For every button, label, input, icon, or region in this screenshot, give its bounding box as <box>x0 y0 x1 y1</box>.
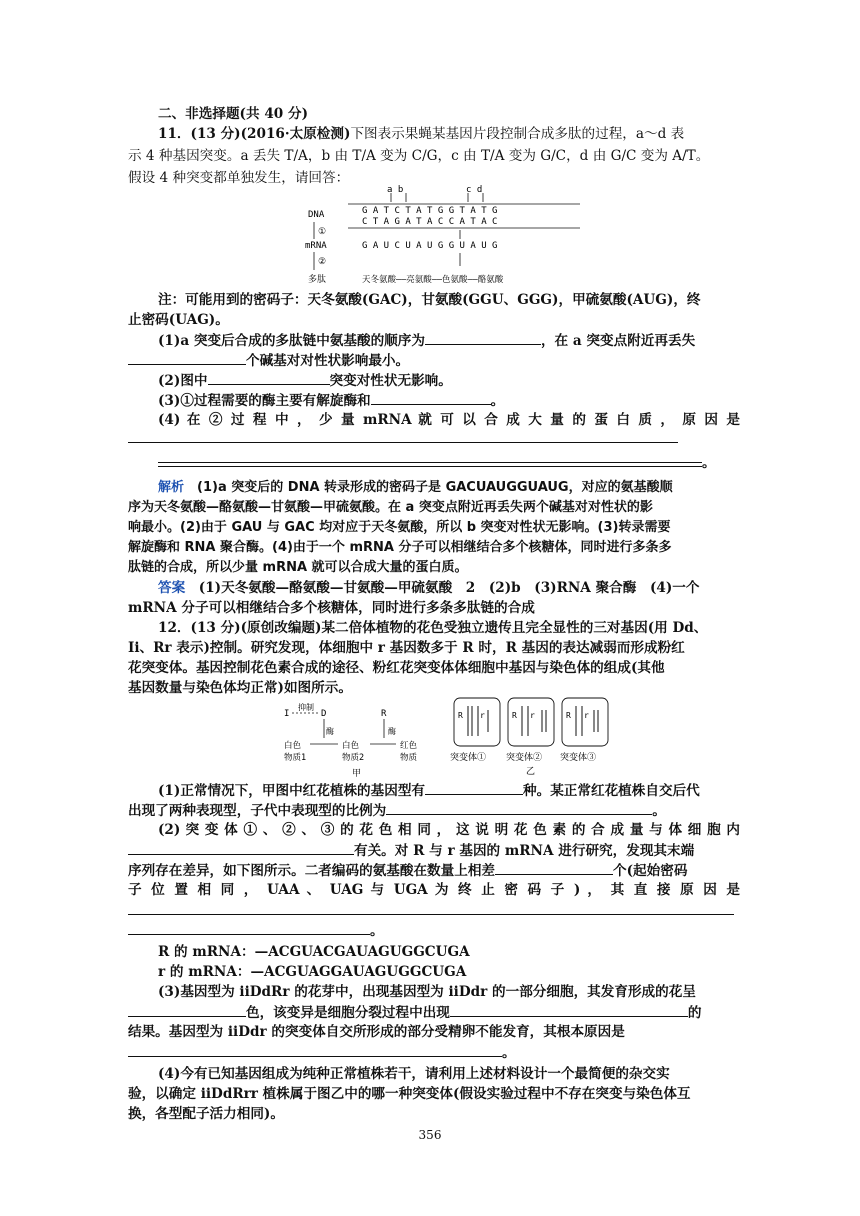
mutant-1-label: 突变体① <box>450 753 487 763</box>
q11-head: 11．(13 分)(2016·太原检测) <box>158 126 351 142</box>
q12-intro-line-2: Ii、Rr 表示)控制。研究发现，体细胞中 r 基因数多于 R 时，R 基因的表达减弱而形成粉红 <box>128 640 685 656</box>
q12-part3-line1: (3)基因型为 iiDdRr 的花芽中，出现基因型为 iiDdr 的一部分细胞，其发育形成的花呈 <box>158 984 696 1000</box>
q11-part4: (4) 在 ② 过 程 中 ， 少 量 mRNA 就 可 以 合 成 大 量 的 蛋 白 质 ， 原 因 是 <box>158 412 740 428</box>
analysis-line-5: 肽链的合成，所以少量 mRNA 就可以合成大量的蛋白质。 <box>128 560 468 575</box>
q11-part1-line2: 个碱基对对性状影响最小。 <box>128 350 740 371</box>
mrna-label: mRNA <box>305 241 327 251</box>
codon-note-2: 止密码(UAG)。 <box>128 312 229 328</box>
answer-blank-1a[interactable] <box>425 330 541 345</box>
answer-line-12-2c[interactable] <box>128 914 734 915</box>
peptide-chain: 天冬氨酸——亮氨酸——色氨酸——酪氨酸 <box>362 275 504 285</box>
answer-line-12-3c[interactable] <box>128 1042 502 1057</box>
answer-line-4a[interactable] <box>128 442 678 443</box>
q11-part2: (2)图中 突变对性状无影响。 <box>158 370 740 391</box>
step2-label: ② <box>318 257 327 267</box>
q12-part3-line2: 色，该变异是细胞分裂过程中出现 的 <box>128 1002 740 1023</box>
svg-text:酶: 酶 <box>326 727 334 736</box>
answer-blank-12-2a[interactable] <box>128 840 354 855</box>
analysis-label: 解析 <box>158 480 185 495</box>
q12-part4-line3: 换，各型配子活力相同)。 <box>128 1106 284 1122</box>
svg-text:D: D <box>321 709 327 719</box>
answer-blank-12-3a[interactable] <box>128 1002 246 1017</box>
q12-intro-line-1: 12．(13 分)(原创改编题)某二倍体植物的花色受独立遗传且完全显性的三对基因(用 Dd、 <box>158 620 708 636</box>
q12-part2-line4: 子 位 置 相 同 ， UAA 、 UAG 与 UGA 为 终 止 密 码 子 ) ， 其 直 接 原 因 是 <box>128 882 740 898</box>
answer-blank-1b[interactable] <box>128 350 246 365</box>
svg-text:白色: 白色 <box>342 741 360 751</box>
page-number: 356 <box>418 1128 442 1142</box>
svg-text:红色: 红色 <box>400 741 418 751</box>
svg-text:物质: 物质 <box>400 753 418 763</box>
svg-text:r: r <box>480 711 485 720</box>
analysis-line-1: 解析 (1)a 突变后的 DNA 转录形成的密码子是 GACUAUGGUAUG，对应的氨基酸顺 <box>158 480 673 495</box>
q11-intro-line-3: 假设 4 种突变都单独发生，请回答： <box>128 170 350 186</box>
section-title: 二、非选择题(共 40 分) <box>158 106 308 122</box>
q12-part4-line2: 验，以确定 iiDdRrr 植株属于图乙中的哪一种突变体(假设实验过程中不存在突变与染色体互 <box>128 1086 691 1102</box>
answer-blank-12-1a[interactable] <box>425 780 523 795</box>
q12-part2-line2: 有关。对 R 与 r 基因的 mRNA 进行研究，发现其末端 <box>128 840 740 861</box>
q11-part3: (3)①过程需要的酶主要有解旋酶和 。 <box>158 390 740 411</box>
codon-note-1: 注：可能用到的密码子：天冬氨酸(GAC)，甘氨酸(GGU、GGG)，甲硫氨酸(AUG)，终 <box>158 292 701 308</box>
marks-ab: a b <box>387 185 404 195</box>
svg-text:R: R <box>458 711 463 720</box>
svg-text:物质2: 物质2 <box>342 753 365 763</box>
figure-yi-label: 乙 <box>526 767 536 777</box>
q12-head: 12．(13 分)(原创改编题) <box>158 620 322 636</box>
svg-text:r: r <box>530 711 535 720</box>
answer-blank-12-3b[interactable] <box>450 1002 688 1017</box>
mrna-strand: G A U C U A U G G U A U G <box>362 241 498 251</box>
answer-blank-12-2b[interactable] <box>495 860 613 875</box>
q11-part1-line1: (1)a 突变后合成的多肽链中氨基酸的顺序为 ，在 a 突变点附近再丢失 <box>158 330 740 351</box>
svg-text:R: R <box>512 711 517 720</box>
dna-top-strand: G A T C T A T G G T A T G <box>362 206 498 216</box>
svg-text:抑制: 抑制 <box>298 703 314 712</box>
step1-label: ① <box>318 227 327 237</box>
svg-text:酶: 酶 <box>388 727 396 736</box>
dna-label: DNA <box>308 210 325 220</box>
svg-text:I: I <box>284 709 290 719</box>
pathway-figure <box>280 700 440 780</box>
analysis-line-2: 序为天冬氨酸—酪氨酸—甘氨酸—甲硫氨酸。在 a 突变点附近再丢失两个碱基对对性状的影 <box>128 500 653 515</box>
svg-text:R: R <box>381 709 387 719</box>
answer-line-4c[interactable] <box>158 452 702 467</box>
answer-line-1: 答案 (1)天冬氨酸—酪氨酸—甘氨酸—甲硫氨酸 2 (2)b (3)RNA 聚合酶 (4)一个 <box>158 580 700 596</box>
q12-part1-line1: (1)正常情况下，甲图中红花植株的基因型有 种。某正常红花植株自交后代 <box>158 780 740 801</box>
q12-intro-line-3: 花突变体。基因控制花色素合成的途径、粉红花突变体体细胞中基因与染色体的组成(其他 <box>128 660 665 676</box>
r-mrna-sequence: r 的 mRNA：—ACGUAGGAUAGUGGCUGA <box>158 964 467 980</box>
q12-part1-line2: 出现了两种表现型，子代中表现型的比例为 。 <box>128 800 740 821</box>
svg-text:r: r <box>584 711 589 720</box>
q12-part3-line3: 结果。基因型为 iiDdr 的突变体自交所形成的部分受精卵不能发育，其根本原因是 <box>128 1024 625 1040</box>
q12-part2-line3: 序列存在差异，如下图所示。二者编码的氨基酸在数量上相差 个(起始密码 <box>128 860 740 881</box>
q11-intro-line-1: 11．(13 分)(2016·太原检测)下图表示果蝇某基因片段控制合成多肽的过程，a～d 表 <box>158 126 685 142</box>
marks-cd: c d <box>466 185 483 195</box>
mutant-3-label: 突变体③ <box>560 753 597 763</box>
analysis-line-4: 解旋酶和 RNA 聚合酶。(4)由于一个 mRNA 分子可以相继结合多个核糖体，同时进行多条多 <box>128 540 672 555</box>
peptide-label: 多肽 <box>308 275 327 285</box>
answer-line-12-2d[interactable] <box>128 920 370 935</box>
q12-intro-line-4: 基因数量与染色体均正常)如图所示。 <box>128 680 352 696</box>
answer-blank-2[interactable] <box>208 370 330 385</box>
answer-label: 答案 <box>158 580 186 596</box>
answer-blank-3[interactable] <box>371 390 491 405</box>
svg-text:物质1: 物质1 <box>284 753 307 763</box>
dna-bottom-strand: C T A G A T A C C A T A C <box>362 217 498 227</box>
answer-line-2: mRNA 分子可以相继结合多个核糖体，同时进行多条多肽链的合成 <box>128 600 535 616</box>
R-mrna-sequence: R 的 mRNA：—ACGUACGAUAGUGGCUGA <box>158 944 470 960</box>
svg-text:白色: 白色 <box>284 741 302 751</box>
document-page: 二、非选择题(共 40 分) 11．(13 分)(2016·太原检测)下图表示果蝇某基因片段控制合成多肽的过程，a～d 表 示 4 种基因突变。a 丢失 T/A，b 由 T/A 变为 C/G，c 由 T/A 变为 G/C，d 由 G/C 变为 A/T。 假设 4 种突变都单独发生，请回答： a b c d DNA G A T C T A T G G T A T G C T A G A T A C C A T A C ① mRNA G A U C U A U G G U A U G ② 多肽 天冬氨酸——亮氨酸——色氨酸——酪氨酸 注：可能用到的密码子：天冬氨酸(GAC)，甘氨酸(GGU、GGG)，甲硫氨酸(AUG)，终 止密码(UAG)。 (1)a 突变后合成的多肽链中氨基酸的顺序为 ，在 a 突变点附近再丢失 个碱基对对性状影响最小。 (2)图中 突变对性状无影响。 (3)①过程需要的酶主要有解旋酶和 。 (4) 在 ② 过 程 中 ， 少 量 mRNA 就 可 以 合 成 大 量 的 蛋 白 质 ， 原 因 是 。 解析 (1)a 突变后的 DNA 转录形成的密码子是 GACUAUGGUAUG，对应的氨基酸顺 序为天冬氨酸—酪氨酸—甘氨酸—甲硫氨酸。在 a 突变点附近再丢失两个碱基对对性状的影 响最小。(2)由于 GAU 与 GAC 均对应于天冬氨酸，所以 b 突变对性状无影响。(3)转录需要 解旋酶和 RNA 聚合酶。(4)由于一个 mRNA 分子可以相继结合多个核糖体，同时进行多条多 肽链的合成，所以少量 mRNA 就可以合成大量的蛋白质。 答案 (1)天冬氨酸—酪氨酸—甘氨酸—甲硫氨酸 2 (2)b (3)RNA 聚合酶 (4)一个 mRNA 分子可以相继结合多个核糖体，同时进行多条多肽链的合成 12．(13 分)(原创改编题)某二倍体植物的花色受独立遗传且完全显性的三对基因(用 Dd、 Ii、Rr 表示)控制。研究发现，体细胞中 r 基因数多于 R 时，R 基因的表达减弱而形成粉红 花突变体。基因控制花色素合成的途径、粉红花突变体体细胞中基因与染色体的组成(其他 基因数量与染色体均正常)如图所示。 I 抑制 D R 酶 酶 白色 物质1 白色 物质2 红色 物质 甲 R r R r R r 突变体① 突变体② 突变体③ 乙 (1)正常情况下，甲图中红花植株的基因型有 种。某正常红花植株自交后代 出现了两种表现型，子代中表现型的比例为 。 (2) 突 变 体 ① 、 ② 、 ③ 的 花 色 相 同 ， 这 说 明 花 色 素 的 合 成 量 与 体 细 胞 内 有关。对 R 与 r 基因的 mRNA 进行研究，发现其末端 序列存在差异，如下图所示。二者编码的氨基酸在数量上相差 个(起始密码 子 位 置 相 同 ， UAA 、 UAG 与 UGA 为 终 止 密 码 子 ) ， 其 直 接 原 因 是 。 R 的 mRNA：—ACGUACGAUAGUGGCUGA r 的 mRNA：—ACGUAGGAUAGUGGCUGA (3)基因型为 iiDdRr 的花芽中，出现基因型为 iiDdr 的一部分细胞，其发育形成的花呈 色，该变异是细胞分裂过程中出现 的 结果。基因型为 iiDdr 的突变体自交所形成的部分受精卵不能发育，其根本原因是 。 (4)今有已知基因组成为纯种正常植株若干，请利用上述材料设计一个最简便的杂交实 验，以确定 iiDdRrr 植株属于图乙中的哪一种突变体(假设实验过程中不存在突变与染色体互 换，各型配子活力相同)。 356 <box>0 0 860 1216</box>
q11-intro-line-2: 示 4 种基因突变。a 丢失 T/A，b 由 T/A 变为 C/G，c 由 T/A 变为 G/C，d 由 G/C 变为 A/T。 <box>128 148 710 164</box>
q12-part4-line1: (4)今有已知基因组成为纯种正常植株若干，请利用上述材料设计一个最简便的杂交实 <box>158 1066 670 1082</box>
analysis-line-3: 响最小。(2)由于 GAU 与 GAC 均对应于天冬氨酸，所以 b 突变对性状无影响。(3)转录需要 <box>128 520 671 535</box>
svg-text:R: R <box>566 711 571 720</box>
mutant-2-label: 突变体② <box>506 753 543 763</box>
figure-jia-label: 甲 <box>352 769 362 779</box>
answer-blank-12-1b[interactable] <box>386 800 652 815</box>
mutant-figure <box>448 696 618 778</box>
gene-expression-figure <box>300 182 600 290</box>
q12-part2-line1: (2) 突 变 体 ① 、 ② 、 ③ 的 花 色 相 同 ， 这 说 明 花 色 素 的 合 成 量 与 体 细 胞 内 <box>158 822 740 838</box>
